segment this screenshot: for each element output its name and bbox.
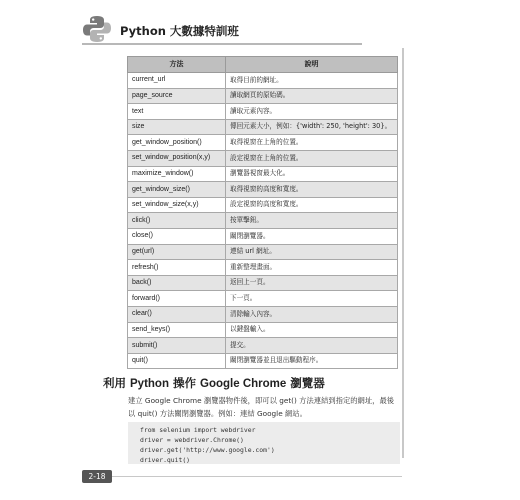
method-cell: get_window_size() (128, 182, 226, 198)
method-cell: size (128, 119, 226, 135)
table-row (128, 150, 398, 166)
description-cell: 取得目前的網址。 (226, 73, 398, 89)
table-row (128, 322, 398, 338)
description-cell: 取得視窗在上角的位置。 (226, 135, 398, 151)
method-cell: maximize_window() (128, 166, 226, 182)
table-row (128, 182, 398, 198)
code-line: from selenium import webdriver (140, 426, 256, 434)
method-cell: back() (128, 275, 226, 291)
table-row (128, 213, 398, 229)
table-row (128, 260, 398, 276)
heading-keyword-python: Python (130, 378, 169, 390)
table-row (128, 88, 398, 104)
method-cell: close() (128, 228, 226, 244)
table-row (128, 135, 398, 151)
method-cell: submit() (128, 338, 226, 354)
method-cell: clear() (128, 306, 226, 322)
description-cell: 取得視窗的高度和寬度。 (226, 182, 398, 198)
table-row (128, 197, 398, 213)
description-cell: 返回上一頁。 (226, 275, 398, 291)
column-header-method: 方法 (128, 57, 226, 73)
table-row (128, 166, 398, 182)
code-line: driver = webdriver.Chrome() (140, 436, 244, 444)
footer-divider (112, 476, 402, 477)
header-divider (82, 43, 362, 45)
page-right-border (402, 48, 404, 458)
description-cell: 設定視窗在上角的位置。 (226, 150, 398, 166)
table-row (128, 119, 398, 135)
description-cell: 提交。 (226, 338, 398, 354)
method-cell: quit() (128, 353, 226, 369)
section-paragraph: 建立 Google Chrome 瀏覽器物件後，即可以 get() 方法連結到指定的網址，最後以 quit() 方法關閉瀏覽器。例如：連結 Google 網站。 (128, 396, 395, 418)
method-cell: page_source (128, 88, 226, 104)
description-cell: 讀取網頁的原始碼。 (226, 88, 398, 104)
section-heading (103, 375, 325, 391)
description-cell: 按單擊鈕。 (226, 213, 398, 229)
python-logo-icon (82, 14, 112, 44)
method-cell: set_window_position(x,y) (128, 150, 226, 166)
description-cell: 傳回元素大小，例如：{'width': 250, 'height': 30}。 (226, 119, 398, 135)
page-number: 2-18 (82, 470, 112, 483)
book-title: Python 大數據特訓班 (120, 24, 239, 38)
heading-part: 操作 (169, 376, 201, 390)
description-cell: 設定視窗的高度和寬度。 (226, 197, 398, 213)
table-row (128, 244, 398, 260)
code-line: driver.quit() (140, 456, 191, 464)
description-cell: 讀取元素內容。 (226, 104, 398, 120)
method-cell: current_url (128, 73, 226, 89)
method-cell: send_keys() (128, 322, 226, 338)
column-header-description: 說明 (226, 57, 398, 73)
heading-part: 利用 (103, 376, 131, 390)
description-cell: 清除輸入內容。 (226, 306, 398, 322)
code-line: driver.get('http://www.google.com') (140, 446, 275, 454)
table-row (128, 104, 398, 120)
table-row (128, 228, 398, 244)
method-cell: click() (128, 213, 226, 229)
description-cell: 瀏覽器視窗最大化。 (226, 166, 398, 182)
description-cell: 重新整理畫面。 (226, 260, 398, 276)
heading-keyword-chrome: Google Chrome (200, 378, 287, 390)
table-header-row (128, 57, 398, 73)
table-row (128, 353, 398, 369)
description-cell: 連結 url 網址。 (226, 244, 398, 260)
description-cell: 關閉瀏覽器並且退出驅動程序。 (226, 353, 398, 369)
methods-table (127, 56, 398, 369)
method-cell: get_window_position() (128, 135, 226, 151)
code-block (128, 422, 400, 464)
table-row (128, 291, 398, 307)
table-row (128, 338, 398, 354)
method-cell: set_window_size(x,y) (128, 197, 226, 213)
table-row (128, 275, 398, 291)
method-cell: get(url) (128, 244, 226, 260)
method-cell: text (128, 104, 226, 120)
description-cell: 關閉瀏覽器。 (226, 228, 398, 244)
table-row (128, 73, 398, 89)
method-cell: refresh() (128, 260, 226, 276)
description-cell: 以鍵盤輸入。 (226, 322, 398, 338)
method-cell: forward() (128, 291, 226, 307)
table-row (128, 306, 398, 322)
description-cell: 下一頁。 (226, 291, 398, 307)
heading-part: 瀏覽器 (286, 376, 325, 390)
